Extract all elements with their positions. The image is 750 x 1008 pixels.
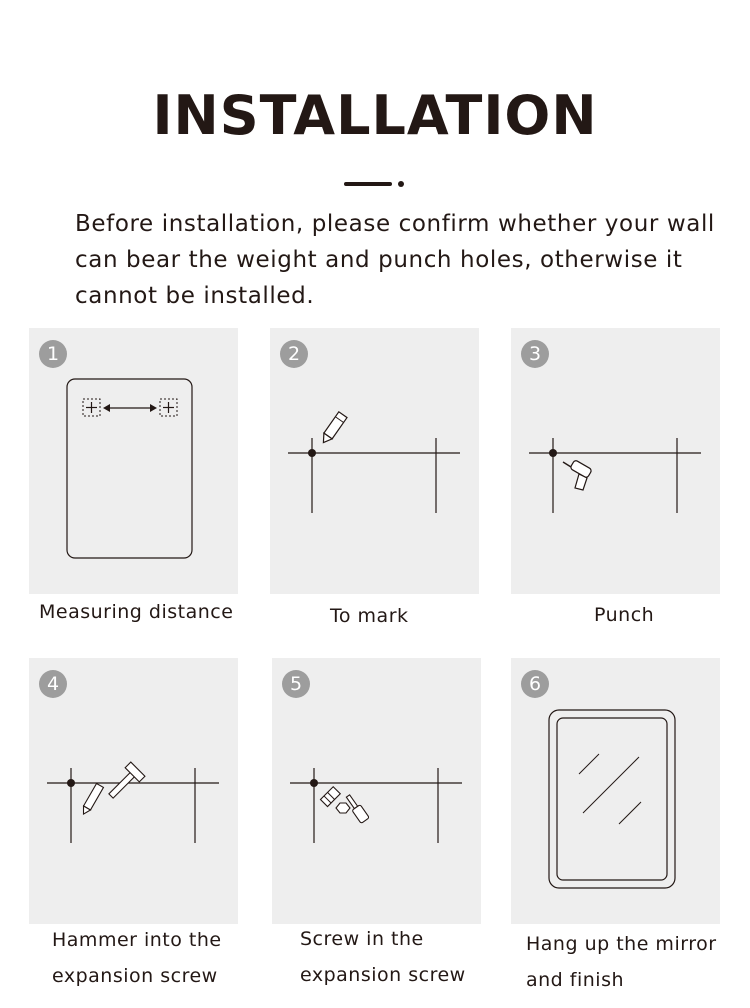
step-panel-5 [272,658,481,924]
step-number-5: 5 [282,670,310,698]
step-caption-6: Hang up the mirror and finish [526,933,717,991]
step-number-3: 3 [521,340,549,368]
measure-icon [29,328,238,594]
pencil-icon [270,328,479,594]
title-divider-dot [398,181,404,187]
mirror-icon [511,658,720,924]
hammer-icon [29,658,238,924]
step-caption-3: Punch [594,604,655,626]
intro-text: Before installation, please confirm whether your wall can bear the weight and punch holes, otherwise it cannot be installed. [75,211,715,309]
step-panel-2 [270,328,479,594]
title-divider [344,182,392,186]
step-caption-4: Hammer into the expansion screw [52,929,222,987]
step-caption-1: Measuring distance [39,601,234,623]
step-number-2: 2 [280,340,308,368]
step-panel-6 [511,658,720,924]
step-panel-1 [29,328,238,594]
step-panel-4 [29,658,238,924]
step-number-6: 6 [521,670,549,698]
screwdriver-icon [272,658,481,924]
page-title: INSTALLATION [152,84,598,147]
step-caption-5: Screw in the expansion screw [300,928,466,986]
step-number-1: 1 [39,340,67,368]
step-panel-3 [511,328,720,594]
step-number-4: 4 [39,670,67,698]
drill-icon [511,328,720,594]
step-caption-2: To mark [330,605,409,627]
